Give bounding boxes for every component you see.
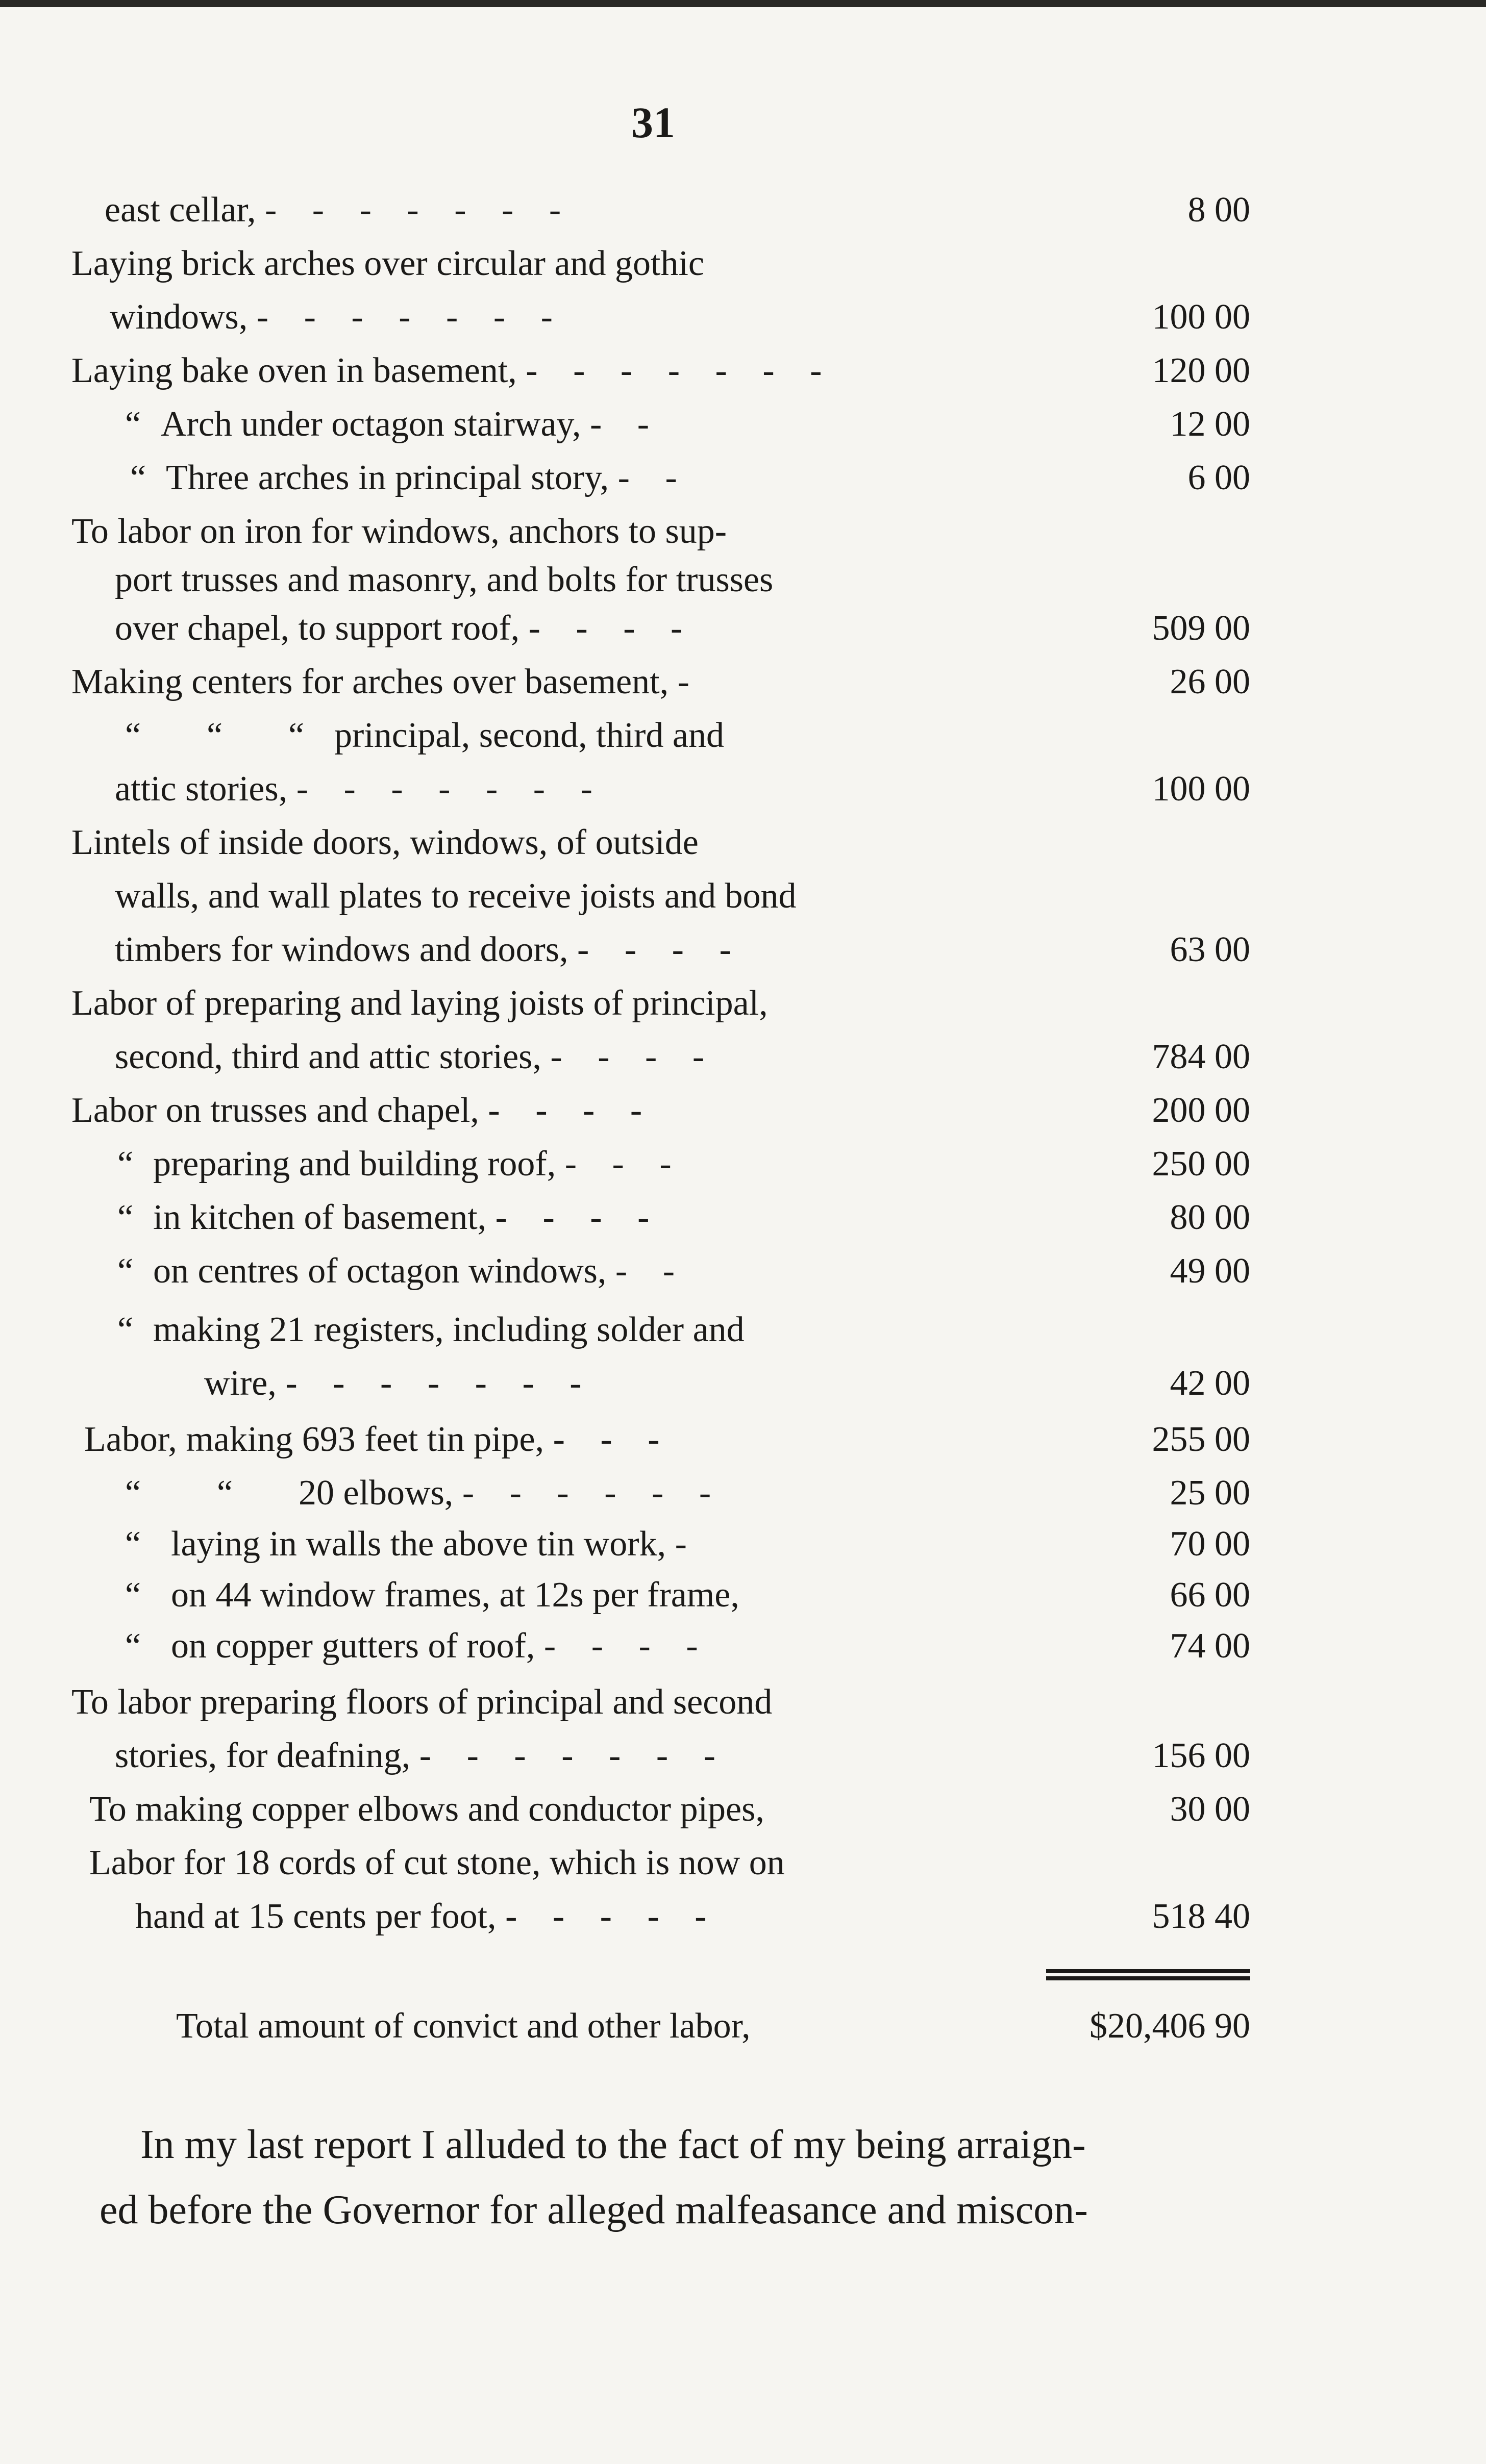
- ledger-line: “ on centres of octagon windows, - -: [117, 1245, 688, 1298]
- ledger-line: Labor on trusses and chapel, - - - -: [71, 1091, 656, 1130]
- ledger-amount: 42 00: [1170, 1364, 1250, 1403]
- ledger-line: windows, - - - - - - -: [110, 297, 566, 337]
- paragraph-line: In my last report I alluded to the fact of my being arraign-: [140, 2122, 1086, 2167]
- ledger-line: over chapel, to support roof, - - - -: [115, 609, 696, 648]
- ledger-line: To making copper elbows and conductor pipes,: [89, 1790, 764, 1829]
- ledger-line: walls, and wall plates to receive joists and bond: [115, 876, 797, 916]
- ledger-amount: 25 00: [1170, 1473, 1250, 1513]
- ledger-line: port trusses and masonry, and bolts for trusses: [115, 560, 774, 599]
- ledger-amount: 70 00: [1170, 1524, 1250, 1564]
- ledger-amount: 74 00: [1170, 1626, 1250, 1666]
- ledger-line: wire, - - - - - - -: [204, 1364, 595, 1403]
- ledger-amount: 518 40: [1152, 1897, 1250, 1936]
- paragraph-line: ed before the Governor for alleged malfeasance and miscon-: [100, 2188, 1088, 2232]
- ledger-line: “ laying in walls the above tin work, -: [125, 1518, 700, 1571]
- ditto-mark: “: [288, 716, 305, 755]
- ditto-mark: “: [125, 1473, 141, 1513]
- ditto-mark: “: [125, 1575, 141, 1615]
- ditto-mark: “: [125, 1626, 141, 1666]
- ledger-line: To labor on iron for windows, anchors to sup-: [71, 512, 727, 551]
- ledger-line: attic stories, - - - - - - -: [115, 769, 606, 809]
- ledger-amount: 156 00: [1152, 1736, 1250, 1775]
- ledger-line: hand at 15 cents per foot, - - - - -: [135, 1897, 720, 1936]
- ledger-line: east cellar, - - - - - - -: [105, 190, 575, 230]
- ledger-amount: 120 00: [1152, 351, 1250, 390]
- ledger-line: Laying bake oven in basement, - - - - - - -: [71, 351, 835, 390]
- closing-paragraph: [100, 2112, 1263, 2243]
- ledger-line: Making centers for arches over basement, -: [71, 662, 703, 701]
- ledger-line: Lintels of inside doors, windows, of outside: [71, 823, 699, 862]
- ledger-amount: 255 00: [1152, 1420, 1250, 1459]
- ditto-mark: “: [125, 405, 141, 444]
- ditto-mark: “: [125, 1524, 141, 1564]
- ledger-amount: 250 00: [1152, 1144, 1250, 1184]
- ledger-line: second, third and attic stories, - - - -: [115, 1037, 718, 1076]
- ledger-line: “ Arch under octagon stairway, - -: [125, 398, 662, 451]
- page-number: 31: [631, 98, 675, 147]
- ledger-line: “ “ 20 elbows, - - - - - -: [125, 1467, 724, 1520]
- total-amount: $20,406 90: [1089, 2006, 1250, 2046]
- ledger-amount: 66 00: [1170, 1575, 1250, 1615]
- ditto-mark: “: [117, 1144, 134, 1184]
- ledger-amount: 100 00: [1152, 769, 1250, 809]
- ledger-line: “ “ “ principal, second, third and: [125, 709, 724, 762]
- ledger-line: Labor for 18 cords of cut stone, which is now on: [89, 1843, 785, 1882]
- ledger-amount: 26 00: [1170, 662, 1250, 701]
- ledger-line: To labor preparing floors of principal and second: [71, 1682, 773, 1722]
- ledger-line: “ on copper gutters of roof, - - - -: [125, 1620, 711, 1673]
- ledger-line: timbers for windows and doors, - - - -: [115, 930, 745, 969]
- ledger-line: “ making 21 registers, including solder and: [117, 1303, 745, 1356]
- total-label: Total amount of convict and other labor,: [176, 2006, 751, 2046]
- ditto-mark: “: [217, 1473, 233, 1513]
- ledger-line: “ Three arches in principal story, - -: [130, 451, 690, 505]
- ledger-amount: 12 00: [1170, 405, 1250, 444]
- ledger-line: Labor of preparing and laying joists of principal,: [71, 984, 768, 1023]
- ditto-mark: “: [130, 458, 146, 497]
- ditto-mark: “: [207, 716, 223, 755]
- ledger-amount: 80 00: [1170, 1198, 1250, 1237]
- ledger-amount: 63 00: [1170, 930, 1250, 969]
- ledger-amount: 784 00: [1152, 1037, 1250, 1076]
- ledger-line: “ on 44 window frames, at 12s per frame,: [125, 1569, 739, 1622]
- ledger-amount: 509 00: [1152, 609, 1250, 648]
- ledger-amount: 30 00: [1170, 1790, 1250, 1829]
- ledger-amount: 100 00: [1152, 297, 1250, 337]
- ditto-mark: “: [117, 1198, 134, 1237]
- ledger-line: stories, for deafning, - - - - - - -: [115, 1736, 729, 1775]
- ledger-line: Laying brick arches over circular and gothic: [71, 244, 705, 283]
- ledger-amount: 6 00: [1187, 458, 1250, 497]
- ledger-amount: 8 00: [1187, 190, 1250, 230]
- total-rule-bottom: [1046, 1976, 1250, 1980]
- ledger-line: “ in kitchen of basement, - - - -: [117, 1191, 662, 1244]
- ledger-line: Labor, making 693 feet tin pipe, - - -: [84, 1420, 673, 1459]
- ditto-mark: “: [117, 1310, 134, 1349]
- ledger-amount: 200 00: [1152, 1091, 1250, 1130]
- ledger-amount: 49 00: [1170, 1251, 1250, 1291]
- total-rule-top: [1046, 1969, 1250, 1973]
- ditto-mark: “: [125, 716, 141, 755]
- ditto-mark: “: [117, 1251, 134, 1291]
- ledger-line: “ preparing and building roof, - - -: [117, 1138, 685, 1191]
